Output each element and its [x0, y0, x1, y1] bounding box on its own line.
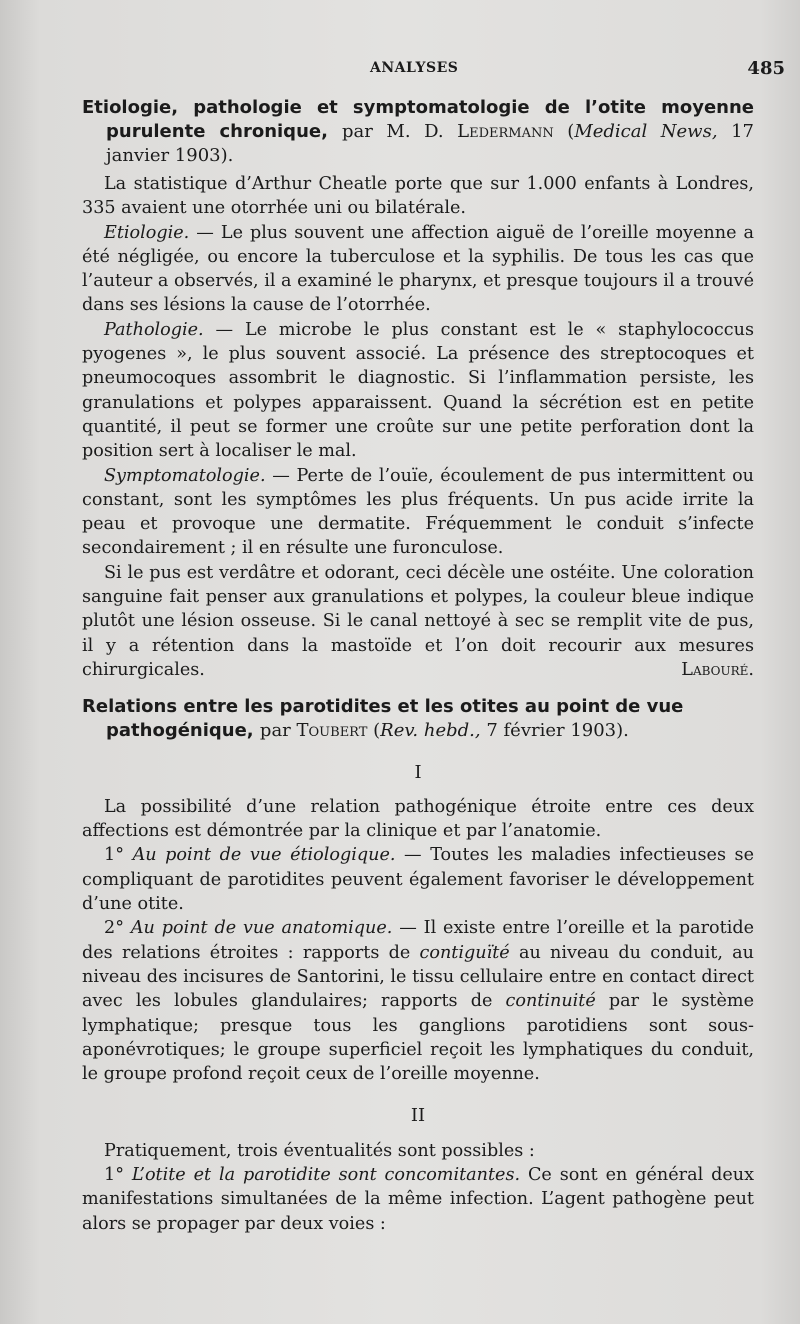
- section-2-intro: Pratiquement, trois éventualités sont possibles :: [104, 1140, 535, 1161]
- article-1-signature: Labouré.: [681, 660, 754, 681]
- article-1-journal: Medical News,: [574, 121, 718, 142]
- etiologie-label: Etiologie.: [104, 222, 190, 243]
- item-1-number: 1°: [104, 1164, 124, 1185]
- point-1-label: Au point de vue étiologique.: [132, 845, 396, 866]
- item-1-label: L’otite et la parotidite sont concomitantes.: [131, 1164, 521, 1185]
- article-1-pathologie: [82, 318, 754, 464]
- page-body: [82, 96, 754, 1236]
- item-1: [82, 1163, 754, 1236]
- article-1-author-prefix: par M. D.: [342, 121, 444, 142]
- article-2-date: 7 février 1903).: [486, 719, 629, 741]
- article-1-title-text: Etiologie, pathologie et symptomatologie de l’otite moyenne purulente chronique,: [82, 97, 754, 142]
- point-2-text-c: par le système lymphatique; presque tous les ganglions parotidiens sont sous-aponévrotiques; le groupe superficiel reçoit les lymphatiques du conduit, le groupe profond reçoit ceux de l’oreille moyenne.: [82, 991, 754, 1085]
- article-2-byline: par Toubert (Rev. hebd., 7 février 1903).: [259, 719, 629, 741]
- article-1-symptomatologie: [82, 464, 754, 561]
- section-1-heading: I: [414, 761, 422, 783]
- running-title: ANALYSES: [370, 60, 459, 76]
- article-1-author: Ledermann: [457, 121, 554, 142]
- pathologie-text: — Le microbe le plus constant est le « staphylococcus pyogenes », le plus souvent associé. La présence des streptocoques et pneumocoques assombrit le diagnostic. Si l’inflammation persiste, les granulations et polypes apparaissent. Quand la sécrétion est en petite quantité, il peut se former une croûte sur une petite perforation dont la position sert à localiser le mal.: [82, 319, 754, 462]
- article-2-author-prefix: par: [259, 719, 291, 741]
- point-1-text: — Toutes les maladies infectieuses se compliquant de parotidites peuvent également favoriser le développement d’une otite.: [82, 845, 754, 915]
- point-2-text-b: au niveau du conduit, au niveau des incisures de Santorini, le tissu cellulaire entre en contact direct avec les lobules glandulaires; rapports de: [82, 942, 754, 1012]
- point-1-number: 1°: [104, 845, 124, 866]
- symptomatologie-label: Symptomatologie.: [104, 465, 266, 486]
- article-1-title: [82, 96, 754, 168]
- point-2: [82, 916, 754, 1086]
- article-2-author: Toubert: [296, 719, 368, 741]
- article-2-journal: Rev. hebd.,: [380, 719, 481, 741]
- section-2-heading: II: [410, 1105, 426, 1127]
- article-1-etiologie: [82, 221, 754, 318]
- article-1-intro: La statistique d’Arthur Cheatle porte que sur 1.000 enfants à Londres, 335 avaient une otorrhée uni ou bilatérale.: [82, 174, 754, 219]
- point-2-text-a: — Il existe entre l’oreille et la parotide des relations étroites : rapports de: [82, 918, 754, 963]
- point-2-continuite: continuité: [505, 991, 596, 1012]
- symptomatologie-text: — Perte de l’ouïe, écoulement de pus intermittent ou constant, sont les symptômes les plus fréquents. Un pus acide irrite la peau et provoque une dermatite. Fréquemment le conduit s’infecte secondairement ; il en résulte une furonculose.: [82, 465, 754, 559]
- article-1-date: 17 janvier 1903).: [106, 121, 754, 166]
- article-2-title: [82, 695, 754, 743]
- article-1-final-paragraph: Si le pus est verdâtre et odorant, ceci décèle une ostéite. Une coloration sanguine fait penser aux granulations et polypes, la couleur bleue indique plutôt une lésion osseuse. Si le canal nettoyé à sec se remplit vite de pus, il y a rétention dans la mastoïde et l’on doit recourir aux mesures chirurgicales.: [82, 562, 754, 680]
- point-2-label: Au point de vue anatomique.: [130, 918, 393, 939]
- article-1-byline: par M. D. Ledermann (Medical News, 17 janvier 1903).: [106, 121, 754, 166]
- item-1-text: Ce sont en général deux manifestations simultanées de la même infection. L’agent pathogène peut alors se propager par deux voies :: [82, 1164, 755, 1234]
- point-1: [82, 843, 754, 916]
- page-number: 485: [747, 58, 785, 79]
- pathologie-label: Pathologie.: [104, 319, 204, 340]
- running-header: [80, 60, 785, 84]
- etiologie-text: — Le plus souvent une affection aiguë de l’oreille moyenne a été négligée, ou encore la tuberculose et la syphilis. De tous les cas que l’auteur a observés, il a examiné le pharynx, et presque toujours il a trouvé dans ses lésions la cause de l’otorrhée.: [82, 222, 754, 316]
- section-1-intro: La possibilité d’une relation pathogénique étroite entre ces deux affections est démontrée par la clinique et par l’anatomie.: [82, 796, 754, 842]
- point-2-number: 2°: [104, 918, 124, 939]
- point-2-contiguite: contiguïté: [419, 942, 510, 963]
- article-2-title-text: Relations entre les parotidites et les otites au point de vue pathogénique,: [82, 695, 684, 741]
